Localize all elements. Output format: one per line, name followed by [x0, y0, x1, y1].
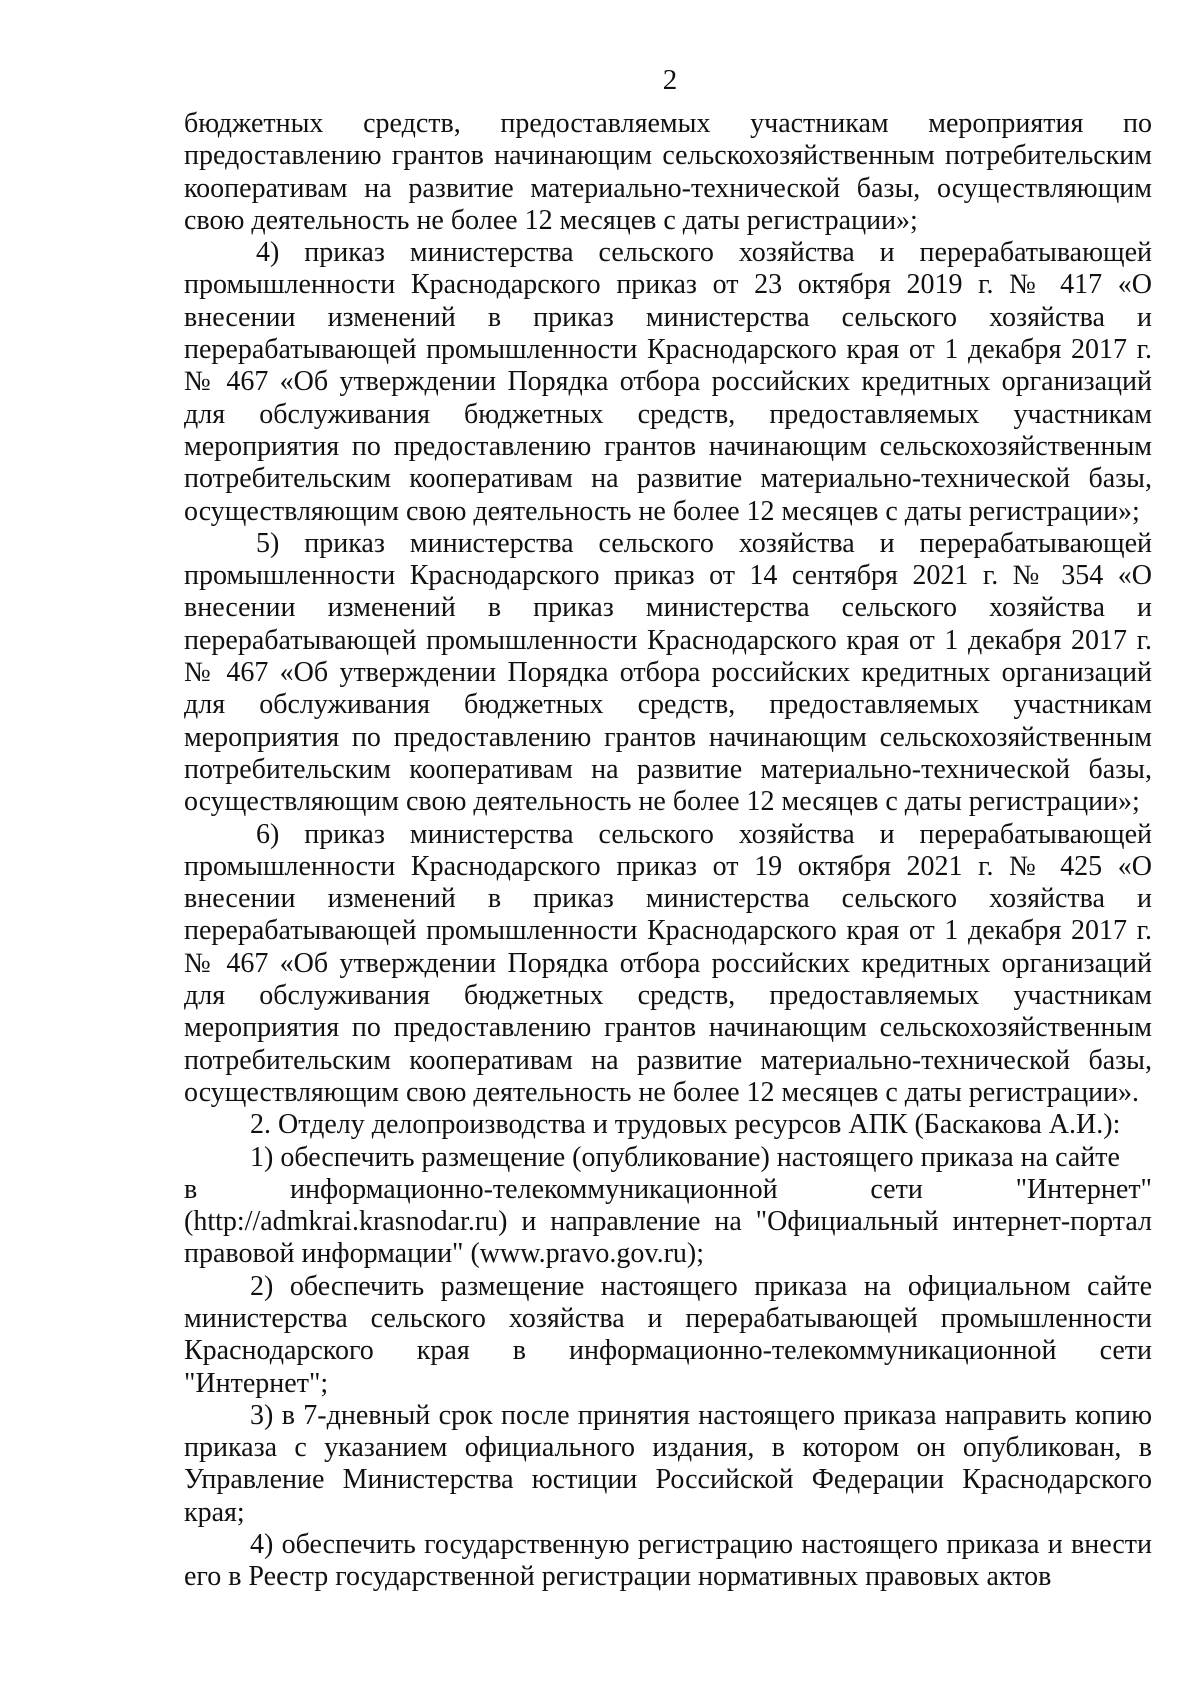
paragraph-item-5: 5) приказ министерства сельского хозяйства и перерабатывающей промышленности Краснодарского приказ от 14 сентября 2021 г. № 354 «О внесении изменений в приказ министерства сельского хозяйства и перерабатывающей промышленности Краснодарского края от 1 декабря 2017 г. № 467 «Об утверждении Порядка отбора российских кредитных организаций для обслуживания бюджетных средств, предоставляемых участникам мероприятия по предоставлению грантов начинающим сельскохозяйственным потребительским кооперативам на развитие материально-технической базы, осуществляющим свою деятельность не более 12 месяцев с даты регистрации»; — [184, 527, 1152, 818]
paragraph-subitem-2: 2) обеспечить размещение настоящего приказа на официальном сайте министерства сельского хозяйства и перерабатывающей промышленности Краснодарского края в информационно-телекоммуникационной сети "Интернет"; — [184, 1270, 1152, 1399]
paragraph-subitem-4: 4) обеспечить государственную регистрацию настоящего приказа и внести его в Реестр государственной регистрации нормативных правовых актов — [184, 1529, 1152, 1593]
paragraph-subitem-1: 1) обеспечить размещение (опубликование) настоящего приказа на сайте — [250, 1141, 1120, 1173]
page-number: 2 — [662, 64, 678, 96]
paragraph-continuation: бюджетных средств, предоставляемых участникам мероприятия по предоставлению грантов начинающим сельскохозяйственным потребительским кооперативам на развитие материально-технической базы, осуществляющим свою деятельность не более 12 месяцев с даты регистрации»; — [184, 108, 1152, 236]
document-body — [184, 108, 1152, 1594]
paragraph-subitem-3: 3) в 7-дневный срок после принятия настоящего приказа направить копию приказа с указанием официального издания, в котором он опубликован, в Управление Министерства юстиции Российской Федерации Краснодарского края; — [184, 1399, 1152, 1528]
paragraph-section-2: 2. Отделу делопроизводства и трудовых ресурсов АПК (Баскакова А.И.): — [250, 1109, 1121, 1141]
paragraph-subitem-1-network-line: в информационно-телекоммуникационной сети "Интернет" — [184, 1173, 1152, 1205]
paragraph-item-4: 4) приказ министерства сельского хозяйства и перерабатывающей промышленности Краснодарского приказ от 23 октября 2019 г. № 417 «О внесении изменений в приказ министерства сельского хозяйства и перерабатывающей промышленности Краснодарского края от 1 декабря 2017 г. № 467 «Об утверждении Порядка отбора российских кредитных организаций для обслуживания бюджетных средств, предоставляемых участникам мероприятия по предоставлению грантов начинающим сельскохозяйственным потребительским кооперативам на развитие материально-технической базы, осуществляющим свою деятельность не более 12 месяцев с даты регистрации»; — [184, 237, 1152, 527]
paragraph-item-6: 6) приказ министерства сельского хозяйства и перерабатывающей промышленности Краснодарского приказ от 19 октября 2021 г. № 425 «О внесении изменений в приказ министерства сельского хозяйства и перерабатывающей промышленности Краснодарского края от 1 декабря 2017 г. № 467 «Об утверждении Порядка отбора российских кредитных организаций для обслуживания бюджетных средств, предоставляемых участникам мероприятия по предоставлению грантов начинающим сельскохозяйственным потребительским кооперативам на развитие материально-технической базы, осуществляющим свою деятельность не более 12 месяцев с даты регистрации». — [184, 818, 1152, 1108]
paragraph-subitem-1-continued: (http://admkrai.krasnodar.ru) и направление на "Официальный интернет-портал правовой информации" (www.pravo.gov.ru); — [184, 1206, 1152, 1270]
